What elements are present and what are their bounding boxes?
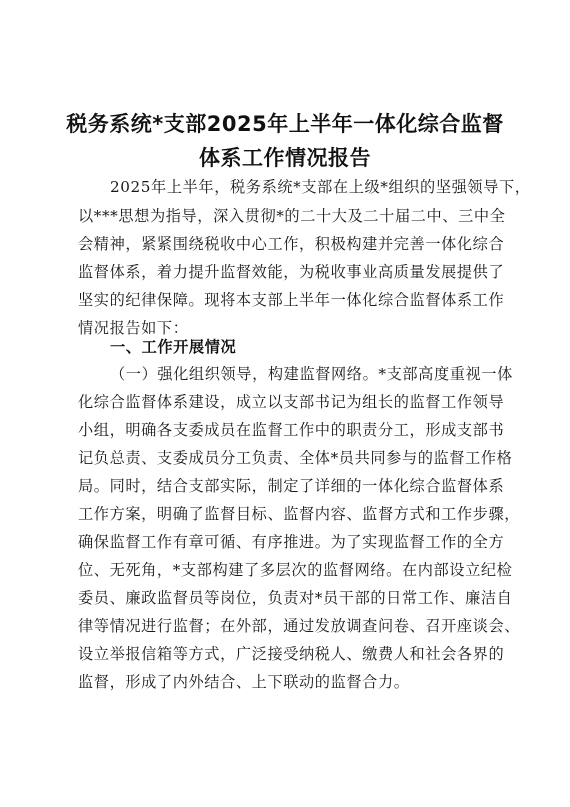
body-line: 小组，明确各支委成员在监督工作中的职责分工，形成支部书	[78, 421, 505, 439]
body-line: 委员、廉政监督员等岗位，负责对*员干部的日常工作、廉洁自	[78, 589, 513, 607]
intro-line: 会精神，紧紧围绕税收中心工作，积极构建并完善一体化综合	[78, 235, 505, 253]
document-title-line-2: 体系工作情况报告	[199, 146, 371, 170]
body-line: 律等情况进行监督；在外部，通过发放调查问卷、召开座谈会、	[78, 617, 521, 635]
intro-line: 以***思想为指导，深入贯彻*的二十大及二十届二中、三中全	[78, 207, 506, 225]
intro-line: 情况报告如下：	[78, 319, 189, 337]
intro-line: 2025年上半年，税务系统*支部在上级*组织的坚强领导下，	[110, 178, 531, 196]
body-line: 局。同时，结合支部实际，制定了详细的一体化综合监督体系	[78, 477, 505, 495]
body-line: 监督，形成了内外结合、上下联动的监督合力。	[78, 673, 410, 691]
intro-line: 坚实的纪律保障。现将本支部上半年一体化综合监督体系工作	[78, 291, 505, 309]
document-title-line-1: 税务系统*支部2025年上半年一体化综合监督	[66, 112, 504, 136]
body-line: （一）强化组织领导，构建监督网络。*支部高度重视一体	[110, 365, 513, 383]
body-line: 确保监督工作有章可循、有序推进。为了实现监督工作的全方	[78, 533, 505, 551]
intro-line: 监督体系，着力提升监督效能，为税收事业高质量发展提供了	[78, 263, 505, 281]
body-line: 化综合监督体系建设，成立以支部书记为组长的监督工作领导	[78, 393, 505, 411]
body-line: 工作方案，明确了监督目标、监督内容、监督方式和工作步骤，	[78, 505, 521, 523]
body-line: 设立举报信箱等方式，广泛接受纳税人、缴费人和社会各界的	[78, 645, 505, 663]
body-line: 位、无死角，*支部构建了多层次的监督网络。在内部设立纪检	[78, 561, 513, 579]
body-line: 记负总责、支委成员分工负责、全体*员共同参与的监督工作格	[78, 449, 513, 467]
section-heading: 一、工作开展情况	[110, 338, 237, 356]
